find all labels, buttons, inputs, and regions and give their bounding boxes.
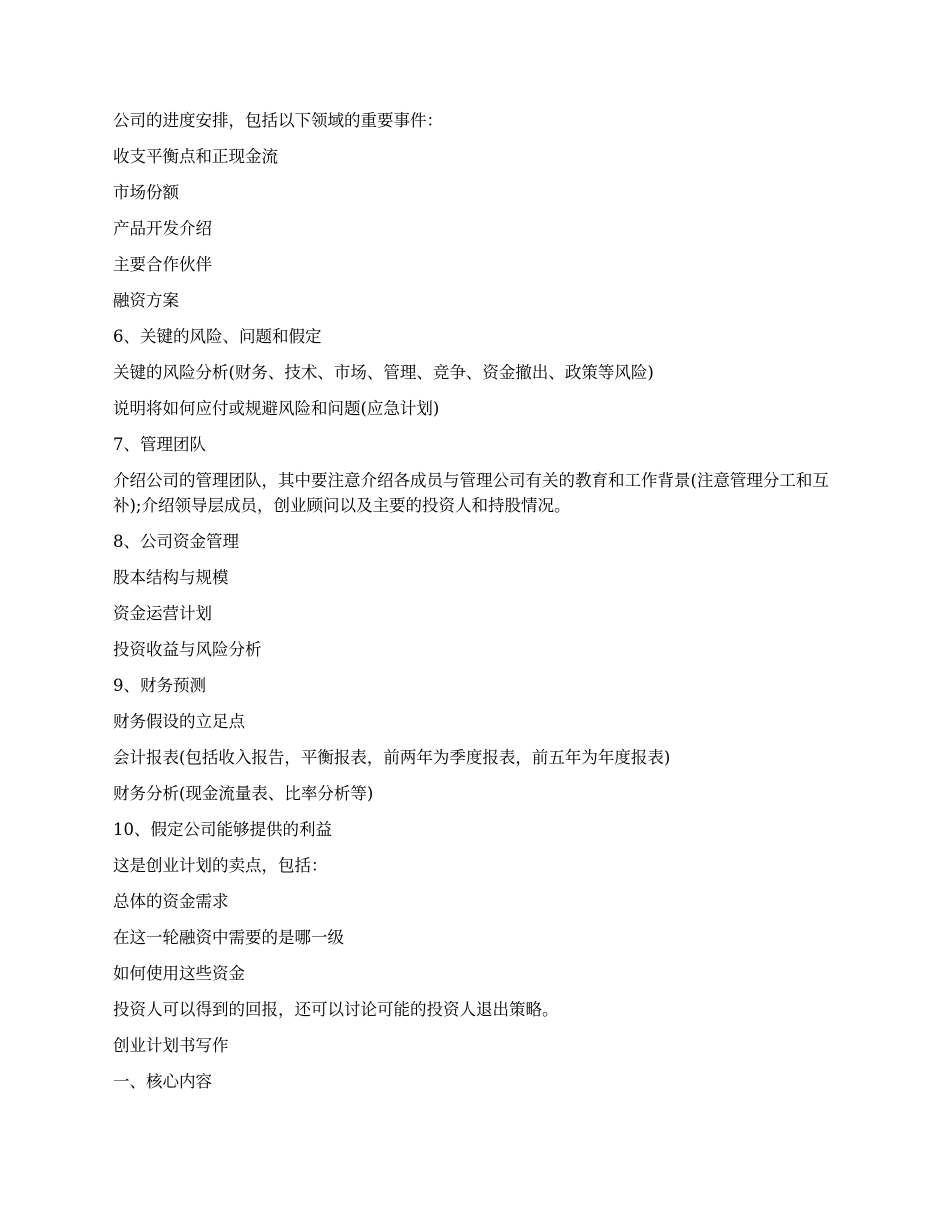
section-heading-forecast: 9、财务预测 <box>113 675 206 695</box>
paragraph-market-share: 市场份额 <box>113 183 179 202</box>
document-body <box>113 109 831 1106</box>
section-heading-team: 7、管理团队 <box>113 435 206 454</box>
paragraph-product-dev: 产品开发介绍 <box>113 219 212 238</box>
paragraph-assumptions: 财务假设的立足点 <box>113 711 245 731</box>
paragraph-breakeven: 收支平衡点和正现金流 <box>113 147 278 166</box>
section-heading-core-content: 一、核心内容 <box>113 1071 212 1091</box>
paragraph-risk-analysis: 关键的风险分析(财务、技术、市场、管理、竞争、资金撤出、政策等风险) <box>113 363 654 382</box>
paragraph-financial-analysis: 财务分析(现金流量表、比率分析等) <box>113 783 374 803</box>
paragraph-fund-operation: 资金运营计划 <box>113 603 212 623</box>
paragraph-return-risk: 投资收益与风险分析 <box>113 639 262 659</box>
paragraph-team-intro: 介绍公司的管理团队，其中要注意介绍各成员与管理公司有关的教育和工作背景(注意管理分工和互补);介绍领导层成员，创业顾问以及主要的投资人和持股情况。 <box>113 471 829 515</box>
section-heading-writing: 创业计划书写作 <box>113 1035 229 1055</box>
paragraph-equity-structure: 股本结构与规模 <box>113 567 229 587</box>
paragraph-financing-plan: 融资方案 <box>113 291 179 310</box>
section-heading-benefits: 10、假定公司能够提供的利益 <box>113 819 332 839</box>
paragraph-partners: 主要合作伙伴 <box>113 255 212 274</box>
paragraph-schedule-intro: 公司的进度安排，包括以下领域的重要事件： <box>113 111 443 130</box>
paragraph-selling-point: 这是创业计划的卖点，包括： <box>113 855 328 875</box>
section-heading-funds: 8、公司资金管理 <box>113 531 239 551</box>
paragraph-investor-return: 投资人可以得到的回报，还可以讨论可能的投资人退出策略。 <box>113 999 559 1019</box>
paragraph-use-of-funds: 如何使用这些资金 <box>113 963 245 983</box>
paragraph-statements: 会计报表(包括收入报告，平衡报表，前两年为季度报表，前五年为年度报表) <box>113 747 671 767</box>
paragraph-total-demand: 总体的资金需求 <box>113 891 229 911</box>
paragraph-contingency: 说明将如何应付或规避风险和问题(应急计划) <box>113 399 440 418</box>
section-heading-risks: 6、关键的风险、问题和假定 <box>113 327 322 346</box>
paragraph-round-level: 在这一轮融资中需要的是哪一级 <box>113 927 344 947</box>
